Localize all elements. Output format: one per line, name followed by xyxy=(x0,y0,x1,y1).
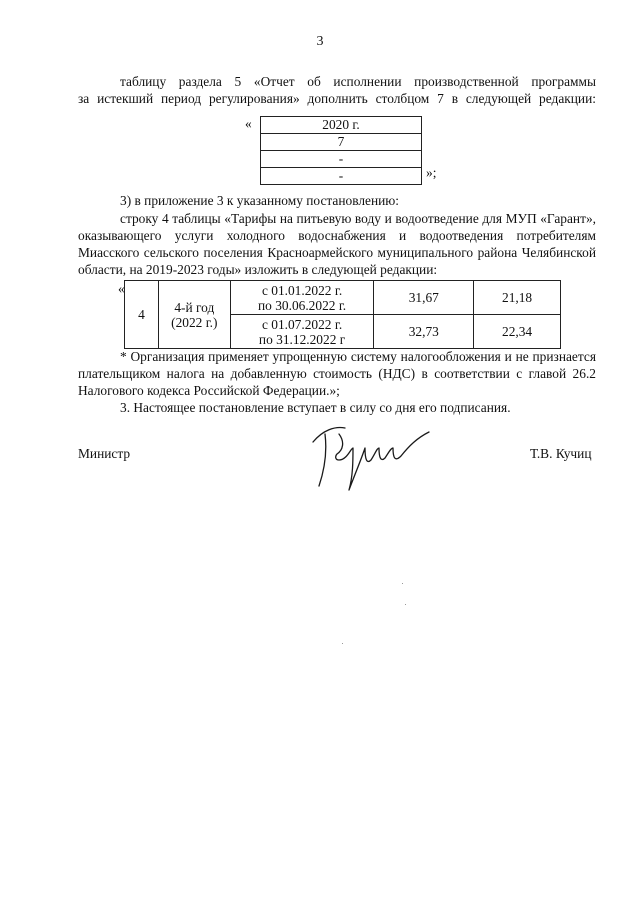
table-row xyxy=(125,281,561,315)
table-cell: 7 xyxy=(261,134,422,151)
table-cell: - xyxy=(261,168,422,185)
table-2 xyxy=(124,280,561,349)
paragraph-5: 3. Настоящее постановление вступает в силу со дня его подписания. xyxy=(120,400,511,415)
table-row xyxy=(261,151,422,168)
period-to: по 30.06.2022 г. xyxy=(258,297,347,313)
scan-speck xyxy=(402,583,403,584)
water-tariff-cell: 31,67 xyxy=(374,281,474,315)
year-cell xyxy=(158,281,230,349)
period-from: с 01.07.2022 г. xyxy=(261,316,343,332)
paragraph-3-line-4: области, на 2019-2023 годы» изложить в следующей редакции: xyxy=(78,262,438,277)
sewer-tariff-cell: 21,18 xyxy=(474,281,561,315)
signer-title: Министр xyxy=(78,446,131,461)
year-line-2: (2022 г.) xyxy=(171,314,218,330)
paragraph-1-line-2: за истекший период регулирования» дополнить столбцом 7 в следующей редакции: xyxy=(78,91,596,106)
period-cell xyxy=(230,281,374,315)
paragraph-3-line-1: строку 4 таблицы «Тарифы на питьевую воду и водоотведение для МУП «Гарант», xyxy=(120,211,596,226)
table-row xyxy=(261,134,422,151)
table-1-open-quote: « xyxy=(245,116,252,131)
signer-name: Т.В. Кучиц xyxy=(530,446,592,461)
period-from: с 01.01.2022 г. xyxy=(261,282,343,298)
period-to: по 31.12.2022 г xyxy=(258,331,346,347)
table-cell: 2020 г. xyxy=(261,117,422,134)
paragraph-4-line-3: Налогового кодекса Российской Федерации.»; xyxy=(78,383,340,398)
table-row xyxy=(261,168,422,185)
paragraph-2: 3) в приложение 3 к указанному постановлению: xyxy=(120,193,400,208)
scan-speck xyxy=(342,643,343,644)
water-tariff-cell: 32,73 xyxy=(374,315,474,349)
paragraph-4-line-1: * Организация применяет упрощенную систему налогообложения и не признается xyxy=(120,349,596,364)
table-1 xyxy=(260,116,422,185)
handwritten-signature xyxy=(305,420,435,498)
paragraph-4-line-2: плательщиком налога на добавленную стоимость (НДС) в соответствии с главой 26.2 xyxy=(78,366,596,381)
scan-speck xyxy=(405,604,406,605)
paragraph-3-line-3: Миасского сельского поселения Красноармейского муниципального района Челябинской xyxy=(78,245,596,260)
table-2-open-quote: « xyxy=(118,281,125,296)
table-1-close-quote: »; xyxy=(426,165,437,180)
sewer-tariff-cell: 22,34 xyxy=(474,315,561,349)
table-row xyxy=(261,117,422,134)
year-line-1: 4-й год xyxy=(174,299,215,315)
row-number-cell: 4 xyxy=(125,281,159,349)
period-cell xyxy=(230,315,374,349)
paragraph-1-line-1: таблицу раздела 5 «Отчет об исполнении производственной программы xyxy=(120,74,596,89)
table-cell: - xyxy=(261,151,422,168)
page-number: 3 xyxy=(316,34,324,49)
paragraph-3-line-2: оказывающего услуги холодного водоснабжения и водоотведения потребителям xyxy=(78,228,596,243)
